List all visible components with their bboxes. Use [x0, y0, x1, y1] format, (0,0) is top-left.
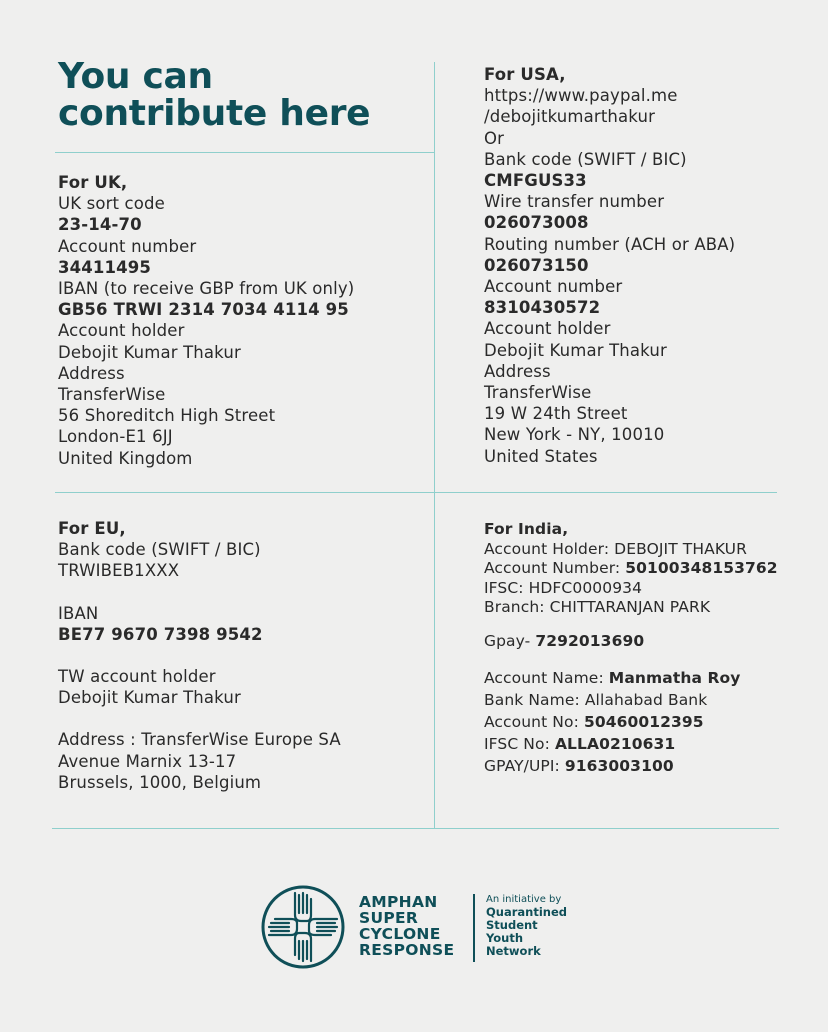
usa-address-line-2: 19 W 24th Street [484, 404, 628, 424]
eu-spacer-2 [58, 645, 341, 666]
vertical-divider [434, 62, 435, 828]
usa-address-line-1: TransferWise [484, 383, 592, 403]
usa-paypal-link-1[interactable]: https://www.paypal.me [484, 86, 678, 106]
usa-account-label: Account number [484, 277, 623, 297]
india-ifsc: IFSC: HDFC0000934 [484, 578, 643, 597]
uk-holder-label: Account holder [58, 321, 185, 341]
india-upi-number: 9163003100 [564, 756, 674, 775]
uk-account-number: 34411495 [58, 257, 152, 277]
divider-top-left [55, 152, 435, 153]
divider-middle [55, 492, 777, 493]
initiative-label: An initiative by [486, 894, 562, 905]
usa-account-number: 8310430572 [484, 298, 601, 318]
india-ifsc-no: ALLA0210631 [554, 734, 676, 753]
usa-holder-label: Account holder [484, 319, 611, 339]
uk-address-line-3: London-E1 6JJ [58, 427, 173, 447]
india-account-no: 50460012395 [583, 712, 704, 731]
usa-address-line-4: United States [484, 446, 598, 466]
india-heading: For India, [484, 520, 569, 538]
usa-section [484, 64, 735, 467]
usa-wire: 026073008 [484, 213, 589, 233]
india-account-name: Manmatha Roy [608, 668, 741, 687]
eu-iban: BE77 9670 7398 9542 [58, 624, 263, 644]
hands-logo-icon [261, 885, 345, 969]
usa-heading: For USA, [484, 65, 566, 84]
eu-spacer-3 [58, 708, 341, 729]
usa-address-label: Address [484, 361, 551, 381]
india-spacer-2 [484, 652, 778, 667]
india-upi-label: GPAY/UPI: [484, 756, 560, 775]
eu-iban-label: IBAN [58, 603, 99, 623]
eu-swift-label: Bank code (SWIFT / BIC) [58, 540, 261, 560]
india-ifsc-no-row [484, 733, 778, 755]
uk-account-label: Account number [58, 236, 197, 256]
uk-address-line-2: 56 Shoreditch High Street [58, 406, 276, 426]
eu-spacer-1 [58, 582, 341, 603]
india-ifsc-no-label: IFSC No: [484, 734, 550, 753]
uk-address-line-4: United Kingdom [58, 448, 193, 468]
uk-iban-label: IBAN (to receive GBP from UK only) [58, 279, 355, 299]
usa-swift-label: Bank code (SWIFT / BIC) [484, 149, 687, 169]
usa-address-line-3: New York - NY, 10010 [484, 425, 665, 445]
india-account-name-row [484, 667, 778, 689]
india-account-no-label: Account No: [484, 712, 579, 731]
eu-holder-label: TW account holder [58, 667, 216, 687]
network-line-4: Network [486, 944, 541, 958]
india-spacer-1 [484, 618, 778, 632]
usa-paypal-link-2[interactable]: /debojitkumarthakur [484, 107, 656, 127]
title-line-1: You can [58, 56, 213, 97]
network-line-2: Student [486, 918, 538, 932]
india-account-number-row [484, 559, 778, 579]
india-account-name-label: Account Name: [484, 668, 604, 687]
india-account-no-row [484, 711, 778, 733]
eu-address-line-1: Address : TransferWise Europe SA [58, 730, 341, 750]
india-gpay-row [484, 632, 778, 652]
network-line-3: Youth [486, 931, 524, 945]
usa-swift: CMFGUS33 [484, 171, 587, 191]
eu-holder: Debojit Kumar Thakur [58, 688, 241, 708]
usa-holder: Debojit Kumar Thakur [484, 340, 667, 360]
eu-swift: TRWIBEB1XXX [58, 561, 180, 581]
uk-holder: Debojit Kumar Thakur [58, 342, 241, 362]
uk-sort-label: UK sort code [58, 194, 165, 214]
org-name-line-3: CYCLONE [359, 925, 441, 943]
usa-routing: 026073150 [484, 255, 589, 275]
uk-iban: GB56 TRWI 2314 7034 4114 95 [58, 300, 349, 320]
org-name [359, 894, 454, 958]
network-line-1: Quarantined [486, 905, 567, 919]
usa-wire-label: Wire transfer number [484, 192, 665, 212]
uk-heading: For UK, [58, 173, 128, 192]
divider-bottom [52, 828, 779, 829]
footer-divider [473, 894, 475, 962]
uk-address-line-1: TransferWise [58, 385, 166, 405]
org-name-line-2: SUPER [359, 909, 419, 927]
india-holder: Account Holder: DEBOJIT THAKUR [484, 539, 747, 558]
usa-or: Or [484, 128, 505, 148]
eu-section [58, 518, 341, 793]
usa-routing-label: Routing number (ACH or ABA) [484, 234, 736, 254]
uk-sort-code: 23-14-70 [58, 215, 142, 235]
uk-section [58, 172, 354, 469]
org-name-line-1: AMPHAN [359, 893, 438, 911]
india-account-number-label: Account Number: [484, 559, 621, 578]
india-upi-row [484, 755, 778, 777]
title-line-2: contribute here [58, 93, 371, 134]
initiative-text [486, 893, 567, 958]
india-section [484, 520, 778, 777]
india-gpay-number: 7292013690 [535, 631, 645, 650]
org-name-line-4: RESPONSE [359, 941, 455, 959]
eu-heading: For EU, [58, 519, 126, 538]
eu-address-line-3: Brussels, 1000, Belgium [58, 772, 262, 792]
india-gpay-label: Gpay- [484, 631, 531, 650]
india-branch: Branch: CHITTARANJAN PARK [484, 598, 711, 617]
uk-address-label: Address [58, 363, 125, 383]
page-title [58, 58, 370, 132]
india-account-number: 50100348153762 [625, 559, 778, 578]
eu-address-line-2: Avenue Marnix 13-17 [58, 751, 237, 771]
india-bank-name: Bank Name: Allahabad Bank [484, 690, 708, 709]
